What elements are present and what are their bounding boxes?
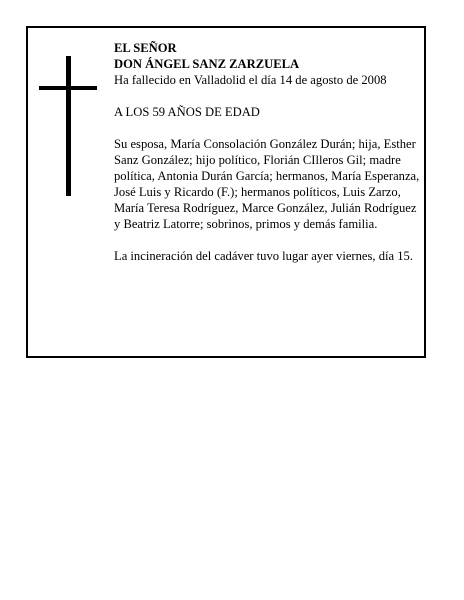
- spacer: [114, 120, 422, 136]
- notice-text: [114, 40, 422, 264]
- death-line: Ha fallecido en Valladolid el día 14 de agosto de 2008: [114, 73, 387, 87]
- spacer: [114, 88, 422, 104]
- spacer: [114, 232, 422, 248]
- obituary-notice: [26, 26, 426, 358]
- cross-vertical-bar: [66, 56, 71, 196]
- deceased-name: DON ÁNGEL SANZ ZARZUELA: [114, 57, 300, 71]
- cremation-paragraph: La incineración del cadáver tuvo lugar ayer viernes, día 15.: [114, 249, 413, 263]
- family-paragraph: Su esposa, María Consolación González Durán; hija, Esther Sanz González; hijo político, Florián CIlleros Gil; madre política, Antonia Durán García; hermanos, María Esperanza, José Luis y Ricardo (F.); hermanos políticos, Luis Zarzo, María Teresa Rodríguez, Marce González, Julián Rodríguez y Beatriz Latorre; sobrinos, primos y demás familia.: [114, 137, 420, 231]
- age-line: A LOS 59 AÑOS DE EDAD: [114, 105, 260, 119]
- title-line-1: EL SEÑOR: [114, 41, 177, 55]
- cross-horizontal-bar: [39, 86, 97, 90]
